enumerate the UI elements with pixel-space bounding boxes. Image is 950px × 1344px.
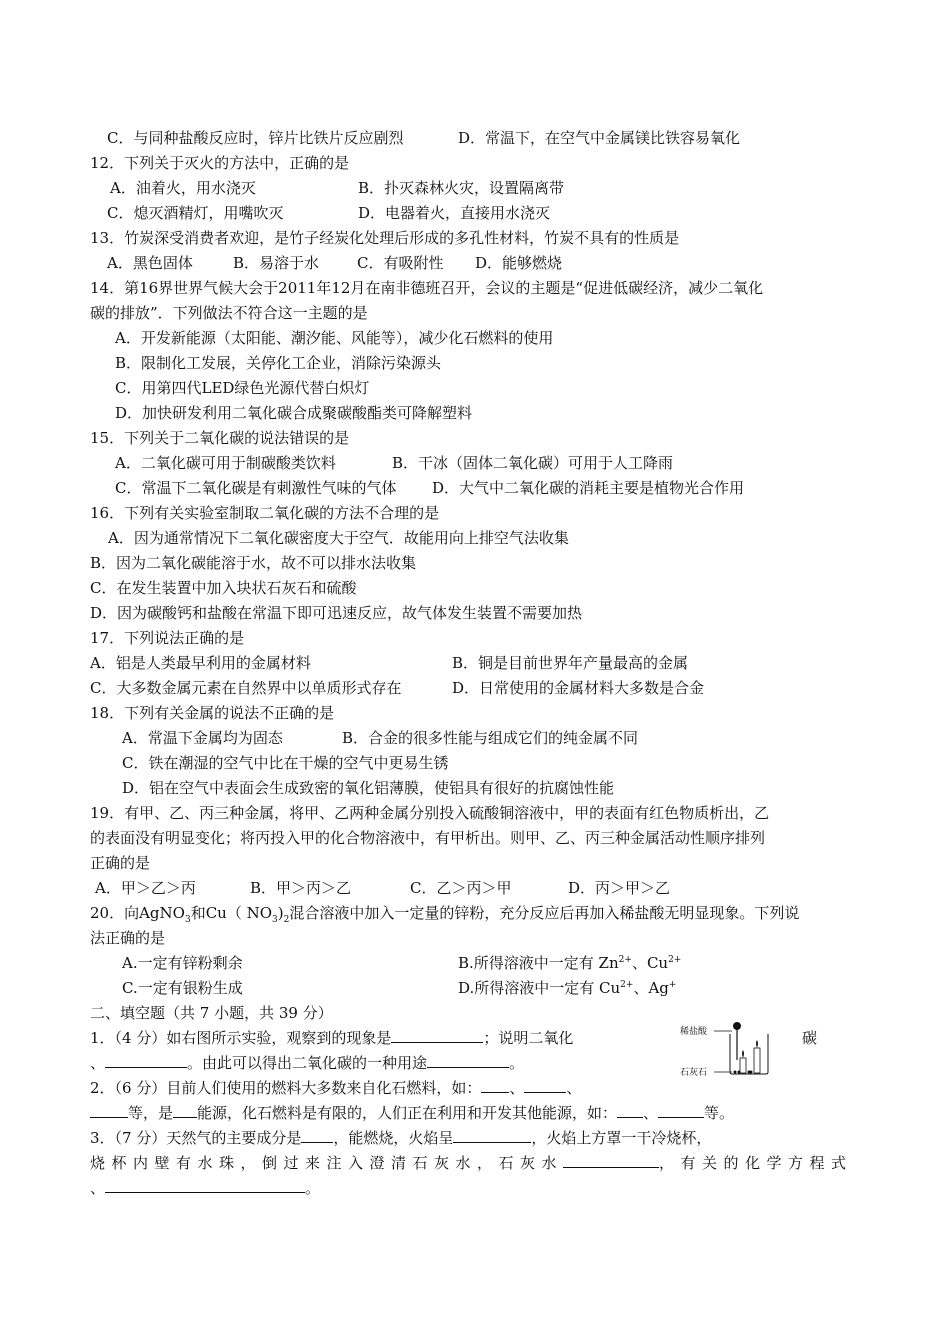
q19-option-b: B．甲＞丙＞乙 xyxy=(250,879,352,897)
answer-blank[interactable] xyxy=(105,1053,187,1068)
q20-stem-line1: 20．向AgNO$_3$和Cu（ $NO_3)_2$混合溶液中加入一定量的锌粉，充分反应后再加入稀盐酸无明显现象。下列说 xyxy=(90,904,800,925)
answer-blank[interactable] xyxy=(173,1103,197,1118)
q12-option-b: B．扑灭森林火灾，设置隔离带 xyxy=(358,179,565,197)
q12-option-d: D．电器着火，直接用水浇灭 xyxy=(358,204,551,222)
answer-blank[interactable] xyxy=(617,1103,643,1118)
answer-blank[interactable] xyxy=(105,1178,305,1193)
answer-blank[interactable] xyxy=(563,1153,659,1168)
q20-option-d: D.所得溶液中一定有 $Cu^{2+}$、Ag+ xyxy=(458,979,677,997)
experiment-figure xyxy=(680,1022,776,1078)
q14-option-b: B．限制化工发展，关停化工企业，消除污染源头 xyxy=(115,354,442,372)
flame-tall xyxy=(756,1040,758,1048)
answer-blank[interactable] xyxy=(481,1078,509,1093)
q20-option-a: A.一定有锌粉剩余 xyxy=(122,954,243,972)
q18-stem: 18．下列有关金属的说法不正确的是 xyxy=(90,704,335,722)
fill-q2-line2: 等，是 能源，化石燃料是有限的，人们正在利用和开发其他能源，如： 、 等。 xyxy=(90,1103,734,1123)
fill-q3-line2: 烧杯内壁有水珠，倒过来注入澄清石灰水，石灰水 ，有关的化学方程式 xyxy=(90,1154,853,1172)
label-limestone: 石灰石 xyxy=(680,1068,708,1078)
q14-option-a: A．开发新能源（太阳能、潮汐能、风能等），减少化石燃料的使用 xyxy=(115,329,554,347)
candle-tall xyxy=(754,1048,760,1073)
q12-option-c: C．熄灭酒精灯，用嘴吹灭 xyxy=(107,204,284,222)
q17-option-a: A．铝是人类最早利用的金属材料 xyxy=(90,654,311,672)
q14-stem-line1: 14．第16界世界气候大会于2011年12月在南非德班召开，会议的主题是“促进低碳经济，减少二氧化 xyxy=(90,279,764,297)
beaker-diagram xyxy=(680,1022,776,1078)
q17-option-c: C．大多数金属元素在自然界中以单质形式存在 xyxy=(90,679,402,697)
q17-stem: 17．下列说法正确的是 xyxy=(90,629,245,647)
dropper-bulb xyxy=(733,1022,741,1030)
stone-piece xyxy=(734,1071,737,1074)
q20-option-c: C.一定有银粉生成 xyxy=(122,979,243,997)
fill-q1-tail: 碳 xyxy=(802,1029,818,1047)
q14-option-c: C．用第四代LED绿色光源代替白炽灯 xyxy=(115,379,370,397)
q18-option-a: A．常温下金属均为固态 xyxy=(122,729,283,747)
fill-q1-line2: 、 。由此可以得出二氧化碳的一种用途 。 xyxy=(90,1054,525,1072)
q11-option-d: D．常温下，在空气中金属镁比铁容易氧化 xyxy=(458,129,741,147)
q20-option-b: B.所得溶液中一定有 $Zn^{2+}$、$Cu^{2+}$ xyxy=(458,954,682,972)
q18-option-d: D．铝在空气中表面会生成致密的氧化铝薄膜，使铝具有很好的抗腐蚀性能 xyxy=(122,779,615,797)
flame-short xyxy=(742,1050,744,1058)
q15-option-c: C．常温下二氧化碳是有刺激性气味的气体 xyxy=(115,479,397,497)
q19-stem-line3: 正确的是 xyxy=(90,854,151,872)
q19-stem-line1: 19．有甲、乙、丙三种金属，将甲、乙两种金属分别投入硫酸铜溶液中，甲的表面有红色物质析出，乙 xyxy=(90,804,770,822)
q12-option-a: A．油着火，用水浇灭 xyxy=(110,179,256,197)
q15-option-d: D．大气中二氧化碳的消耗主要是植物光合作用 xyxy=(432,479,745,497)
answer-blank[interactable] xyxy=(524,1078,566,1093)
q13-option-c: C．有吸附性 xyxy=(357,254,444,272)
q18-option-c: C．铁在潮湿的空气中比在干燥的空气中更易生锈 xyxy=(122,754,449,772)
fill-q1-line1: 1．（4 分）如右图所示实验，观察到的现象是 ；说明二氧化 xyxy=(90,1029,574,1047)
q11-option-c: C．与同种盐酸反应时，锌片比铁片反应剧烈 xyxy=(107,129,404,147)
answer-blank[interactable] xyxy=(427,1053,509,1068)
q16-option-d: D．因为碳酸钙和盐酸在常温下即可迅速反应，故气体发生装置不需要加热 xyxy=(90,604,583,622)
q13-option-a: A．黑色固体 xyxy=(107,254,193,272)
q17-option-d: D．日常使用的金属材料大多数是合金 xyxy=(452,679,705,697)
q15-stem: 15．下列关于二氧化碳的说法错误的是 xyxy=(90,429,350,447)
q12-stem: 12．下列关于灭火的方法中，正确的是 xyxy=(90,154,350,172)
q14-stem-line2: 碳的排放”．下列做法不符合这一主题的是 xyxy=(90,304,368,322)
answer-blank[interactable] xyxy=(453,1128,531,1143)
answer-blank[interactable] xyxy=(391,1028,483,1043)
q16-option-a: A．因为通常情况下二氧化碳密度大于空气．故能用向上排空气法收集 xyxy=(108,529,569,547)
q15-option-b: B．干冰（固体二氧化碳）可用于人工降雨 xyxy=(392,454,674,472)
stone-piece xyxy=(738,1071,741,1074)
q17-option-b: B．铜是目前世界年产量最高的金属 xyxy=(452,654,689,672)
q14-option-d: D．加快研发利用二氧化碳合成聚碳酸酯类可降解塑料 xyxy=(115,404,473,422)
q19-option-a: A．甲＞乙＞丙 xyxy=(95,879,196,897)
section-title-fill-in: 二、填空题（共 7 小题，共 39 分） xyxy=(90,1004,333,1022)
q16-option-b: B．因为二氧化碳能溶于水，故不可以排水法收集 xyxy=(90,554,417,572)
stone-piece xyxy=(750,1071,753,1074)
q19-option-c: C．乙＞丙＞甲 xyxy=(410,879,512,897)
candle-short xyxy=(740,1058,746,1073)
q15-option-a: A．二氧化碳可用于制碳酸类饮料 xyxy=(115,454,336,472)
label-dilute-hcl: 稀盐酸 xyxy=(680,1027,708,1037)
fill-q3-line1: 3．（7 分）天然气的主要成分是 ，能燃烧，火焰呈 ，火焰上方罩一干冷烧杯， xyxy=(90,1129,712,1147)
q13-stem: 13．竹炭深受消费者欢迎，是竹子经炭化处理后形成的多孔性材料，竹炭不具有的性质是 xyxy=(90,229,680,247)
q16-option-c: C．在发生装置中加入块状石灰石和硫酸 xyxy=(90,579,357,597)
q13-option-b: B．易溶于水 xyxy=(233,254,320,272)
q16-stem: 16．下列有关实验室制取二氧化碳的方法不合理的是 xyxy=(90,504,440,522)
answer-blank[interactable] xyxy=(301,1128,333,1143)
fill-q3-line3: 、 。 xyxy=(90,1179,321,1197)
q19-option-d: D．丙＞甲＞乙 xyxy=(568,879,671,897)
q18-option-b: B．合金的很多性能与组成它们的纯金属不同 xyxy=(342,729,639,747)
answer-blank[interactable] xyxy=(90,1103,128,1118)
q19-stem-line2: 的表面没有明显变化；将丙投入甲的化合物溶液中，有甲析出。则甲、乙、丙三种金属活动性顺序排列 xyxy=(90,829,766,847)
beaker xyxy=(730,1034,768,1074)
q13-option-d: D．能够燃烧 xyxy=(475,254,563,272)
q20-stem-line2: 法正确的是 xyxy=(90,929,166,947)
fill-q2-line1: 2．（6 分）目前人们使用的燃料大多数来自化石燃料，如： 、 、 xyxy=(90,1079,582,1097)
answer-blank[interactable] xyxy=(658,1103,704,1118)
